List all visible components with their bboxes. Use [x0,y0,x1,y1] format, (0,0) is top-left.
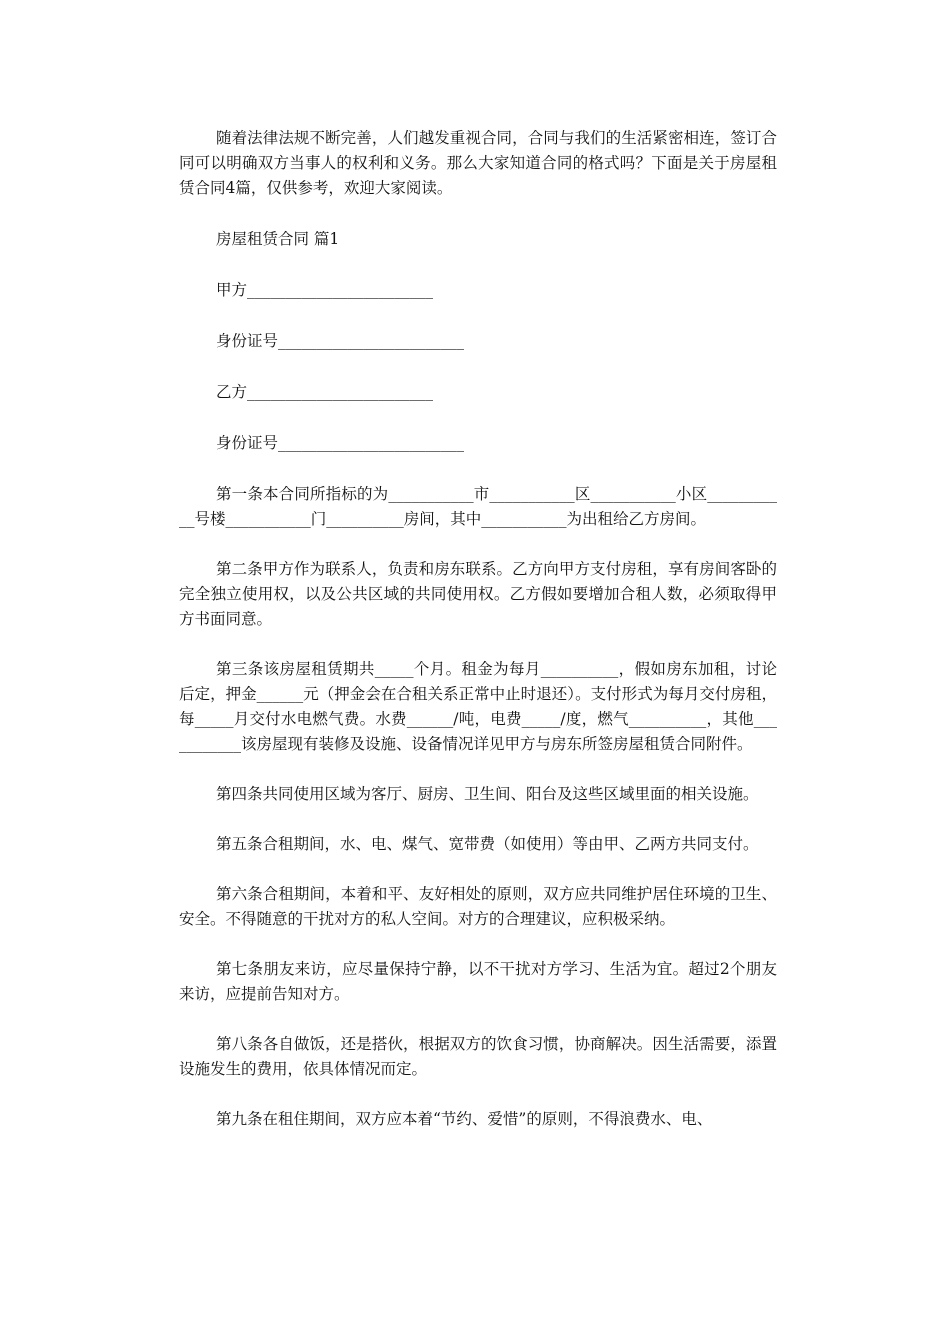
party-b-line: 乙方________________________ [216,383,434,401]
article-4: 第四条共同使用区域为客厅、厨房、卫生间、阳台及这些区域里面的相关设施。 [216,785,759,803]
article-7: 第七条朋友来访，应尽量保持宁静，以不干扰对方学习、生活为宜。超过2个朋友来访，应提前告知对方。 [179,960,777,1003]
article-6: 第六条合租期间，本着和平、友好相处的原则，双方应共同维护居住环境的卫生、安全。不得随意的干扰对方的私人空间。对方的合理建议，应积极采纳。 [179,885,777,928]
article-9: 第九条在租住期间，双方应本着“节约、爱惜”的原则，不得浪费水、电、 [216,1110,713,1128]
article-3: 第三条该房屋租赁期共_____个月。租金为每月__________，假如房东加租，讨论后定，押金______元（押金会在合租关系正常中止时退还）。支付形式为每月交付房租，每_____月交付水电燃气费。水费______/吨，电费_____/度，燃气__________，其他___________该房屋现有装修及设施、设备情况详见甲方与房东所签房屋租赁合同附件。 [179,660,777,753]
party-b-id-line: 身份证号________________________ [216,434,465,452]
intro-paragraph: 随着法律法规不断完善，人们越发重视合同，合同与我们的生活紧密相连，签订合同可以明确双方当事人的权利和义务。那么大家知道合同的格式吗？下面是关于房屋租赁合同4篇，仅供参考，欢迎大家阅读。 [179,129,777,197]
section-title: 房屋租赁合同 篇1 [216,230,340,248]
article-5: 第五条合租期间，水、电、煤气、宽带费（如使用）等由甲、乙两方共同支付。 [216,835,759,853]
article-8: 第八条各自做饭，还是搭伙，根据双方的饮食习惯，协商解决。因生活需要，添置设施发生的费用，依具体情况而定。 [179,1035,777,1078]
document-body [179,126,777,1132]
article-1: 第一条本合同所指标的为___________市___________区___________小区___________号楼___________门__________房间，其中___________为出租给乙方房间。 [179,485,777,528]
party-a-line: 甲方________________________ [216,281,434,299]
party-a-id-line: 身份证号________________________ [216,332,465,350]
article-2: 第二条甲方作为联系人，负责和房东联系。乙方向甲方支付房租，享有房间客卧的完全独立使用权，以及公共区域的共同使用权。乙方假如要增加合租人数，必须取得甲方书面同意。 [179,560,777,628]
